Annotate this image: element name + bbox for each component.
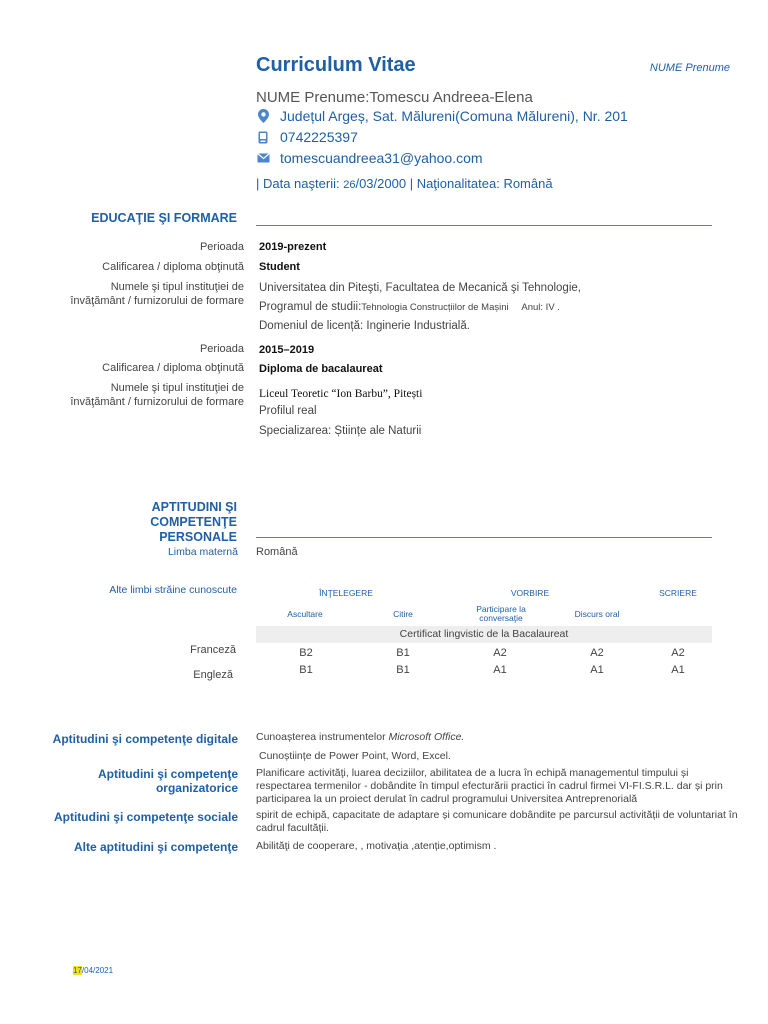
social-skills-text: spirit de echipă, capacitate de adaptare și comunicare dobândite pe parcursul activității de voluntariat în cadrul facultății.	[256, 809, 738, 834]
address-text: Județul Argeș, Sat. Mălureni(Comuna Mălureni), Nr. 201	[280, 108, 628, 124]
institution-line: Liceul Teoretic “Ion Barbu”, Pitești	[259, 388, 423, 400]
level-cell: A1	[590, 664, 604, 676]
digital-skills-label: Aptitudini şi competenţe digitale	[52, 732, 238, 746]
qualification-value: Diploma de bacalaureat	[259, 363, 383, 375]
qualification-label: Calificarea / diploma obţinută	[102, 362, 244, 374]
profile-line: Profilul real	[259, 405, 317, 417]
level-cell: A2	[590, 647, 604, 659]
interaction-header: Participare la conversaţie	[476, 604, 526, 623]
digital-skills-line: Cunoștiințe de Power Point, Word, Excel.	[259, 750, 451, 762]
birth-nationality-line	[256, 176, 553, 191]
social-skills-label: Aptitudini şi competenţe sociale	[53, 810, 238, 824]
date-highlight: 17	[73, 966, 82, 975]
phone-text: 0742225397	[280, 129, 358, 145]
reading-header: Citire	[393, 609, 413, 619]
period-value: 2019-prezent	[259, 241, 327, 253]
dob-day: 26	[343, 179, 356, 191]
envelope-icon	[256, 151, 270, 165]
other-skills-text: Abilităţi de cooperare, , motivația ,atenție,optimism .	[256, 840, 497, 852]
dob-month-year: /03/2000	[355, 176, 407, 191]
level-cell: B1	[396, 664, 410, 676]
study-program-line: Programul de studii:Tehnologia Construcțiilor de Mașini Anul: IV .	[259, 301, 560, 313]
foreign-languages-label: Alte limbi străine cunoscute	[109, 584, 237, 596]
phone-row	[256, 129, 358, 145]
level-cell: B1	[299, 664, 313, 676]
education-divider	[256, 225, 712, 226]
qualification-label: Calificarea / diploma obţinută	[102, 261, 244, 273]
footer-date	[73, 966, 113, 975]
listening-header: Ascultare	[287, 609, 323, 619]
certificate-banner: Certificat lingvistic de la Bacalaureat	[256, 626, 712, 643]
header-name-label: NUME Prenume	[649, 62, 730, 74]
level-cell: B1	[396, 647, 410, 659]
mother-tongue-label: Limba maternă	[167, 546, 238, 558]
skills-section-title: APTITUDINI ŞI COMPETENŢE PERSONALE	[150, 500, 237, 544]
specialization-line: Specializarea: Științe ale Naturii	[259, 425, 422, 437]
location-pin-icon	[256, 109, 270, 123]
speaking-header: VORBIRE	[510, 588, 550, 598]
institution-line: Universitatea din Piteşti, Facultatea de Mecanică şi Tehnologie,	[259, 282, 581, 294]
institution-label: Numele şi tipul instituţiei de învăţământ / furnizorului de formare	[70, 281, 244, 307]
nationality-label: | Naţionalitatea:	[409, 176, 500, 191]
level-cell: A1	[671, 664, 685, 676]
other-skills-label: Alte aptitudini şi competenţe	[73, 840, 238, 854]
language-name: Franceză	[190, 644, 236, 656]
dob-label: | Data naşterii:	[256, 176, 340, 191]
education-section-title: EDUCAŢIE ŞI FORMARE	[91, 211, 237, 225]
date-rest: /04/2021	[81, 966, 114, 975]
level-cell: A2	[671, 647, 685, 659]
person-name: NUME Prenume:Tomescu Andreea-Elena	[256, 89, 533, 106]
period-label: Perioada	[199, 343, 244, 355]
language-name: Engleză	[193, 669, 233, 681]
period-label: Perioada	[199, 241, 244, 253]
production-header: Discurs oral	[574, 609, 620, 619]
skills-divider	[256, 537, 712, 538]
email-link[interactable]: tomescuandreea31@yahoo.com	[280, 150, 483, 166]
writing-header: SCRIERE	[659, 588, 697, 598]
nationality-value: Română	[503, 176, 553, 191]
domain-line: Domeniul de licență: Inginerie Industrială.	[259, 320, 470, 332]
organizational-skills-label: Aptitudini şi competenţe organizatorice	[97, 767, 238, 795]
qualification-value: Student	[259, 261, 300, 273]
address-row	[256, 108, 628, 124]
period-value: 2015–2019	[259, 344, 315, 356]
level-cell: B2	[299, 647, 313, 659]
digital-skills-line: Cunoașterea instrumentelor Microsoft Office.	[256, 731, 465, 743]
phone-icon	[256, 130, 270, 144]
institution-label: Numele şi tipul instituţiei de învăţământ / furnizorului de formare	[70, 382, 244, 408]
mother-tongue-value: Română	[256, 546, 298, 558]
cv-title: Curriculum Vitae	[256, 54, 416, 76]
organizational-skills-text: Planificare activităţi, luarea deciziilor, abilitatea de a lucra în echipă managementul timpului și respectarea termenilor - dobândite în timpul efecturării practici în cadrul firmei VI-FI.S.R.L. dar și prin participarea la un proiect derulat în cadrul programului Universitea Antreprenorială	[256, 767, 723, 805]
level-cell: A1	[493, 664, 507, 676]
level-cell: A2	[493, 647, 507, 659]
understanding-header: ÎNŢELEGERE	[319, 588, 373, 598]
email-row[interactable]	[256, 150, 483, 166]
